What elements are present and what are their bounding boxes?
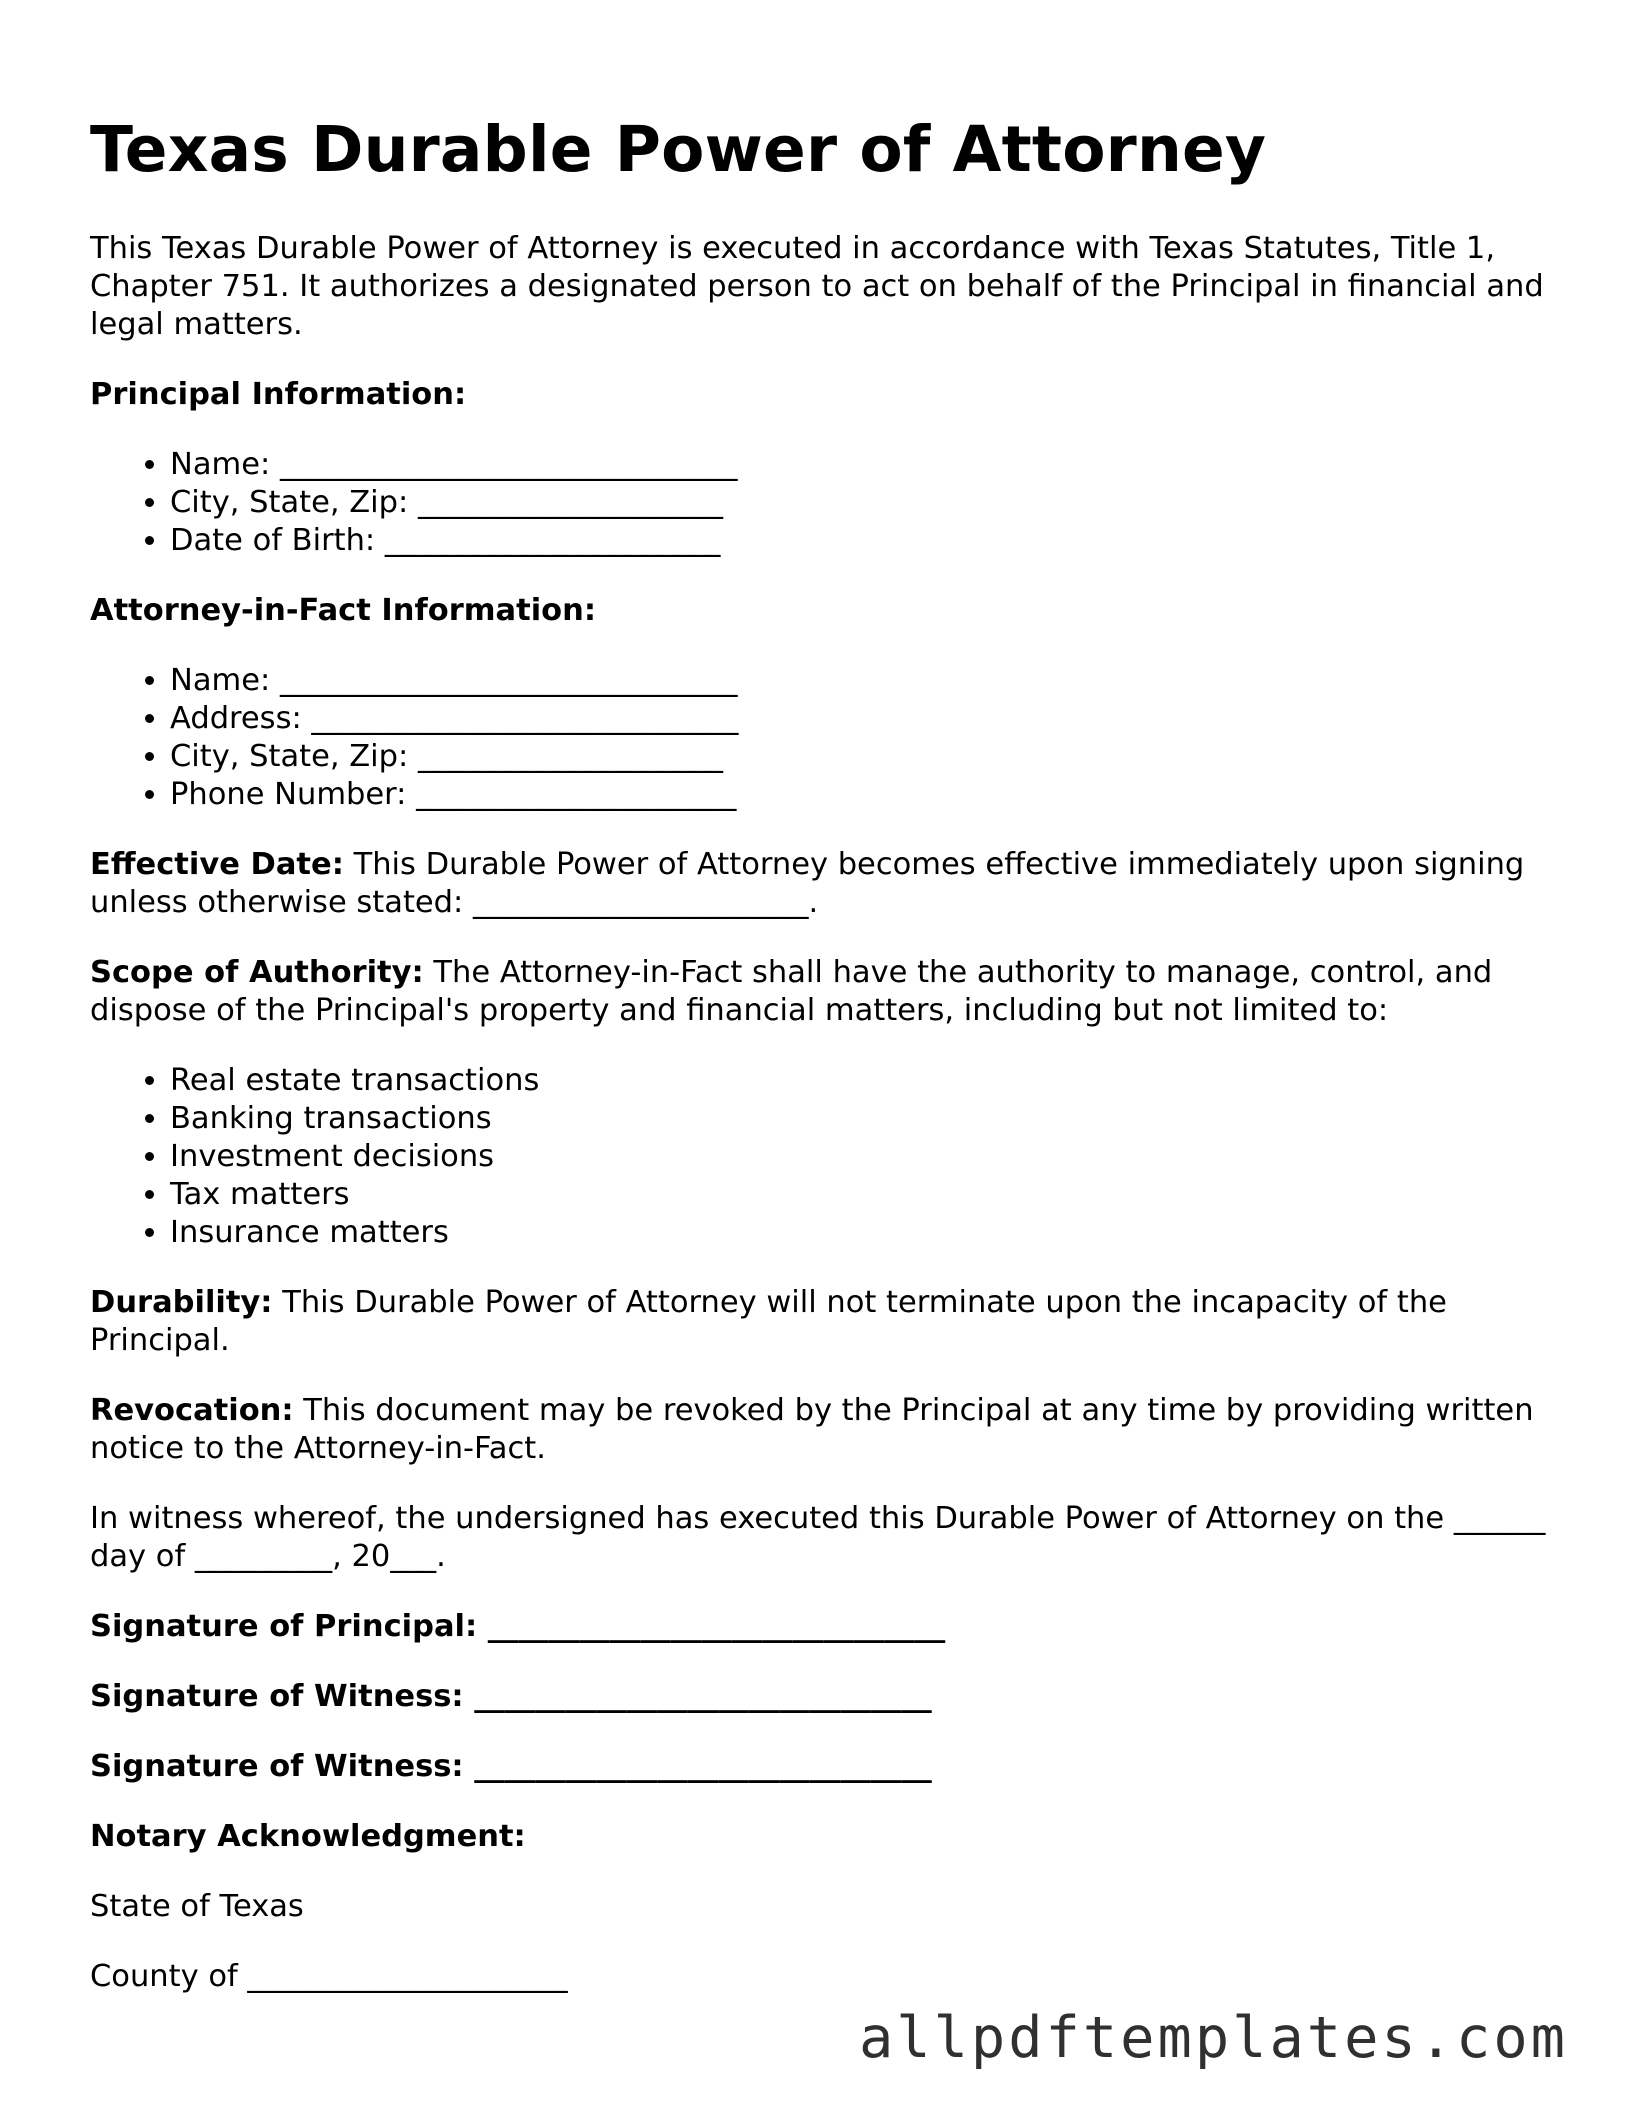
effective-date-label: Effective Date: — [90, 847, 344, 882]
notary-heading: Notary Acknowledgment: — [90, 1819, 526, 1854]
revocation-paragraph — [90, 1392, 1560, 1468]
witness-clause: In witness whereof, the undersigned has executed this Durable Power of Attorney on the ______ day of _________, 20___. — [90, 1501, 1546, 1574]
attorney-phone-field: • Phone Number: _____________________ — [170, 776, 1560, 814]
attorney-fields — [90, 662, 1560, 814]
scope-item: • Insurance matters — [170, 1214, 1560, 1252]
witness-signature-line-2: Signature of Witness: ______________________________ — [90, 1749, 932, 1784]
attorney-heading: Attorney-in-Fact Information: — [90, 593, 597, 628]
watermark: allpdftemplates.com — [858, 2005, 1568, 2071]
scope-item: • Tax matters — [170, 1176, 1560, 1214]
witness-signature-line-1: Signature of Witness: ______________________________ — [90, 1679, 932, 1714]
durability-label: Durability: — [90, 1285, 273, 1320]
effective-date-paragraph — [90, 846, 1560, 922]
scope-list — [90, 1062, 1560, 1252]
effective-date-text: This Durable Power of Attorney becomes effective immediately upon signing unless otherwise stated: ______________________. — [90, 847, 1525, 920]
principal-dob-field: • Date of Birth: ______________________ — [170, 522, 1560, 560]
durability-text: This Durable Power of Attorney will not terminate upon the incapacity of the Principal. — [90, 1285, 1447, 1358]
intro-paragraph: This Texas Durable Power of Attorney is executed in accordance with Texas Statutes, Title 1, Chapter 751. It authorizes a designated person to act on behalf of the Principal in financial and legal matters. — [90, 231, 1544, 342]
principal-heading: Principal Information: — [90, 377, 467, 412]
scope-label: Scope of Authority: — [90, 955, 424, 990]
scope-item: • Investment decisions — [170, 1138, 1560, 1176]
scope-item: • Banking transactions — [170, 1100, 1560, 1138]
principal-signature-line: Signature of Principal: ______________________________ — [90, 1609, 946, 1644]
revocation-text: This document may be revoked by the Principal at any time by providing written notice to the Attorney-in-Fact. — [90, 1393, 1534, 1466]
scope-paragraph — [90, 954, 1560, 1030]
document-title: Texas Durable Power of Attorney — [90, 113, 1267, 186]
document-page — [90, 112, 1560, 2028]
attorney-name-field: • Name: ______________________________ — [170, 662, 1560, 700]
attorney-city-field: • City, State, Zip: ____________________ — [170, 738, 1560, 776]
revocation-label: Revocation: — [90, 1393, 294, 1428]
notary-state: State of Texas — [90, 1889, 304, 1924]
scope-text: The Attorney-in-Fact shall have the authority to manage, control, and dispose of the Principal's property and financial matters, including but not limited to: — [90, 955, 1493, 1028]
principal-fields — [90, 446, 1560, 560]
notary-county: County of _____________________ — [90, 1959, 568, 1994]
durability-paragraph — [90, 1284, 1560, 1360]
attorney-address-field: • Address: ____________________________ — [170, 700, 1560, 738]
principal-city-field: • City, State, Zip: ____________________ — [170, 484, 1560, 522]
scope-item: • Real estate transactions — [170, 1062, 1560, 1100]
principal-name-field: • Name: ______________________________ — [170, 446, 1560, 484]
